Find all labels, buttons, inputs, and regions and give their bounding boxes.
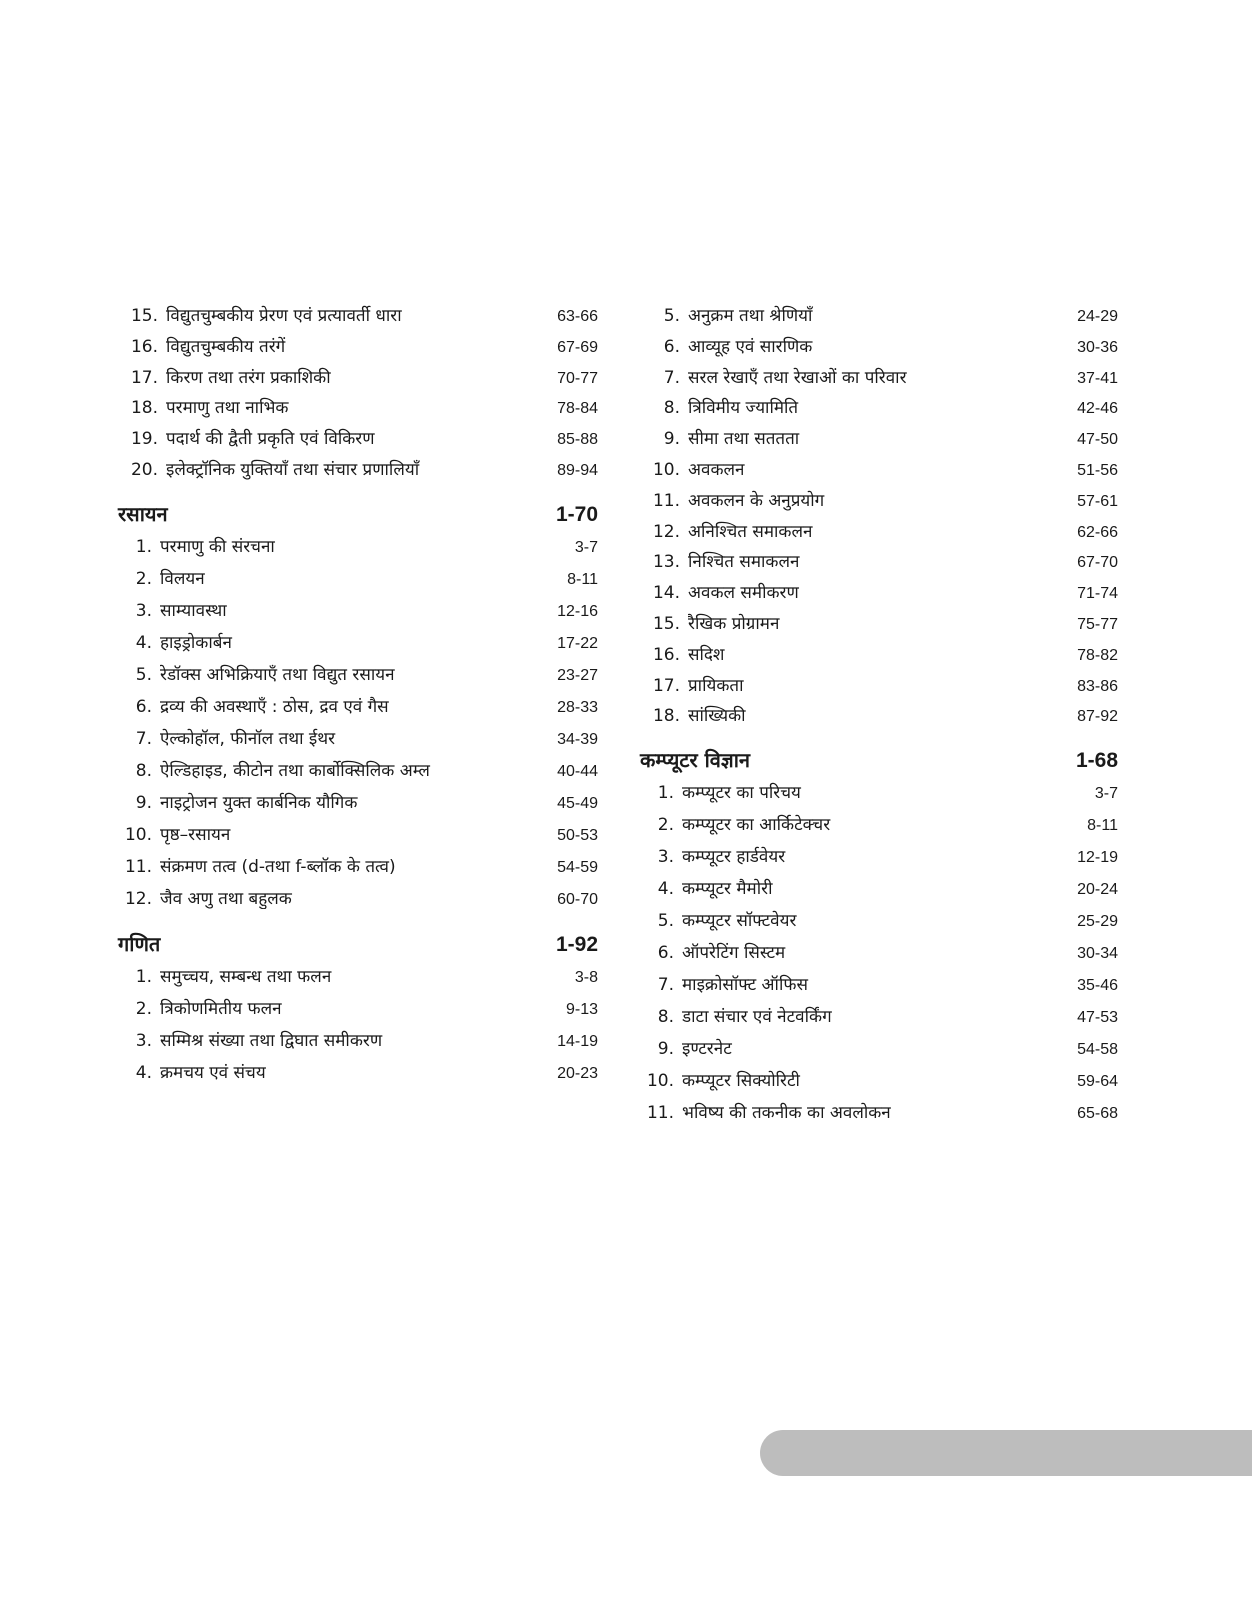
entry-number: 5. xyxy=(135,664,152,685)
entry-title: विद्युतचुम्बकीय तरंगें xyxy=(166,336,286,357)
entry-number: 5. xyxy=(663,306,680,326)
entry-page-range: 67-69 xyxy=(557,338,598,356)
entry-title: अनिश्चित समाकलन xyxy=(688,521,813,542)
entry-title: संक्रमण तत्व (d-तथा f-ब्लॉक के तत्व) xyxy=(160,856,396,877)
section-title: कम्प्यूटर विज्ञान xyxy=(640,748,750,773)
entry-page-range: 87-92 xyxy=(1077,708,1118,726)
entry-number: 6. xyxy=(135,696,152,717)
entry-title: अवकलन के अनुप्रयोग xyxy=(688,490,825,511)
toc-entry xyxy=(640,1004,1118,1036)
entry-page-range: 12-16 xyxy=(557,602,598,620)
entry-number: 9. xyxy=(657,1039,674,1060)
entry-page-range: 28-33 xyxy=(557,698,598,716)
toc-entry xyxy=(640,972,1118,1004)
entry-title: त्रिविमीय ज्यामिति xyxy=(688,398,799,419)
entry-title: कम्प्यूटर का परिचय xyxy=(682,783,801,804)
toc-entry xyxy=(118,822,598,854)
entry-page-range: 12-19 xyxy=(1077,849,1118,867)
toc-entry xyxy=(640,395,1118,426)
toc-entry xyxy=(118,726,598,758)
toc-right-column xyxy=(640,303,1118,1132)
toc-entry xyxy=(118,630,598,662)
toc-entry xyxy=(640,1068,1118,1100)
computer-science-list xyxy=(640,780,1118,1132)
entry-title: त्रिकोणमितीय फलन xyxy=(160,998,282,1019)
entry-title: सदिश xyxy=(688,644,725,665)
entry-page-range: 42-46 xyxy=(1077,400,1118,418)
toc-entry xyxy=(640,780,1118,812)
entry-page-range: 75-77 xyxy=(1077,615,1118,633)
section-heading-mathematics xyxy=(118,930,598,964)
entry-page-range: 47-50 xyxy=(1077,431,1118,449)
entry-title: कम्प्यूटर का आर्किटेक्चर xyxy=(682,815,831,836)
toc-entry xyxy=(118,426,598,457)
section-title: रसायन xyxy=(118,501,168,526)
entry-number: 4. xyxy=(657,879,674,900)
entry-page-range: 78-84 xyxy=(557,400,598,418)
entry-page-range: 62-66 xyxy=(1077,523,1118,541)
entry-page-range: 65-68 xyxy=(1077,1105,1118,1123)
toc-entry xyxy=(118,395,598,426)
toc-entry xyxy=(640,703,1118,734)
entry-title: हाइड्रोकार्बन xyxy=(160,632,232,653)
entry-title: प्रायिकता xyxy=(688,675,744,696)
entry-title: इलेक्ट्रॉनिक युक्तियाँ तथा संचार प्रणालियाँ xyxy=(166,459,420,480)
entry-page-range: 3-7 xyxy=(574,538,598,556)
toc-entry xyxy=(118,1060,598,1092)
entry-title: परमाणु तथा नाभिक xyxy=(166,398,289,419)
entry-title: ऑपरेटिंग सिस्टम xyxy=(682,943,786,964)
toc-entry xyxy=(118,854,598,886)
entry-title: आव्यूह एवं सारणिक xyxy=(688,336,813,357)
entry-page-range: 70-77 xyxy=(557,369,598,387)
entry-title: साम्यावस्था xyxy=(160,600,227,621)
toc-entry xyxy=(118,790,598,822)
entry-title: इण्टरनेट xyxy=(682,1039,732,1060)
entry-page-range: 9-13 xyxy=(565,1000,598,1018)
entry-number: 4. xyxy=(135,1062,152,1083)
entry-page-range: 14-19 xyxy=(557,1032,598,1050)
toc-entry xyxy=(118,886,598,918)
entry-page-range: 78-82 xyxy=(1077,646,1118,664)
entry-number: 11. xyxy=(652,490,680,511)
entry-page-range: 20-24 xyxy=(1077,881,1118,899)
entry-page-range: 51-56 xyxy=(1077,461,1118,479)
entry-number: 2. xyxy=(135,998,152,1019)
section-page-range: 1-70 xyxy=(555,502,598,526)
toc-entry xyxy=(640,876,1118,908)
entry-number: 7. xyxy=(663,367,680,388)
entry-title: कम्प्यूटर मैमोरी xyxy=(682,879,773,900)
section-title: गणित xyxy=(118,931,161,956)
entry-number: 10. xyxy=(646,1071,674,1092)
entry-title: विलयन xyxy=(160,568,205,589)
entry-number: 13. xyxy=(652,552,680,573)
entry-title: रेडॉक्स अभिक्रियाएँ तथा विद्युत रसायन xyxy=(160,664,395,685)
chemistry-list xyxy=(118,534,598,918)
entry-number: 5. xyxy=(657,911,674,932)
entry-title: पृष्ठ–रसायन xyxy=(160,824,231,845)
entry-number: 14. xyxy=(652,583,680,604)
toc-entry xyxy=(118,1028,598,1060)
entry-number: 3. xyxy=(135,600,152,621)
entry-page-range: 67-70 xyxy=(1077,554,1118,572)
entry-page-range: 89-94 xyxy=(557,461,598,479)
entry-number: 15. xyxy=(130,306,158,326)
entry-title: द्रव्य की अवस्थाएँ : ठोस, द्रव एवं गैस xyxy=(160,696,389,717)
entry-number: 6. xyxy=(657,943,674,964)
entry-title: विद्युतचुम्बकीय प्रेरण एवं प्रत्यावर्ती धारा xyxy=(166,306,402,326)
entry-title: ऐल्डिहाइड, कीटोन तथा कार्बोक्सिलिक अम्ल xyxy=(160,760,430,781)
entry-number: 3. xyxy=(657,847,674,868)
toc-entry xyxy=(118,365,598,396)
toc-entry xyxy=(118,566,598,598)
entry-page-range: 54-59 xyxy=(557,858,598,876)
toc-entry xyxy=(640,303,1118,334)
entry-page-range: 83-86 xyxy=(1077,677,1118,695)
entry-number: 11. xyxy=(646,1103,674,1124)
toc-entry xyxy=(118,964,598,996)
entry-title: डाटा संचार एवं नेटवर्किंग xyxy=(682,1007,832,1028)
toc-entry xyxy=(640,611,1118,642)
toc-entry xyxy=(640,642,1118,673)
toc-entry xyxy=(640,580,1118,611)
toc-entry xyxy=(640,426,1118,457)
entry-page-range: 17-22 xyxy=(557,634,598,652)
toc-entry xyxy=(118,662,598,694)
toc-entry xyxy=(640,334,1118,365)
entry-number: 15. xyxy=(652,613,680,634)
entry-title: परमाणु की संरचना xyxy=(160,536,275,557)
entry-number: 20. xyxy=(130,459,158,480)
toc-entry xyxy=(118,598,598,630)
toc-entry xyxy=(118,457,598,488)
entry-number: 17. xyxy=(652,675,680,696)
entry-title: जैव अणु तथा बहुलक xyxy=(160,888,292,909)
entry-number: 19. xyxy=(130,429,158,450)
entry-title: समुच्चय, सम्बन्ध तथा फलन xyxy=(160,966,332,987)
entry-title: कम्प्यूटर हार्डवेयर xyxy=(682,847,786,868)
toc-entry xyxy=(640,908,1118,940)
toc-entry xyxy=(118,694,598,726)
toc-entry xyxy=(640,940,1118,972)
entry-number: 3. xyxy=(135,1030,152,1051)
entry-title: अनुक्रम तथा श्रेणियाँ xyxy=(688,306,813,326)
entry-page-range: 54-58 xyxy=(1077,1041,1118,1059)
entry-number: 11. xyxy=(124,856,152,877)
physics-list xyxy=(118,303,598,488)
entry-page-range: 71-74 xyxy=(1077,585,1118,603)
page-edge-tab xyxy=(760,1430,1252,1476)
section-heading-computer-science xyxy=(640,746,1118,780)
toc-entry xyxy=(640,519,1118,550)
entry-title: ऐल्कोहॉल, फीनॉल तथा ईथर xyxy=(160,728,336,749)
toc-entry xyxy=(640,1100,1118,1132)
entry-page-range: 35-46 xyxy=(1077,977,1118,995)
entry-page-range: 20-23 xyxy=(557,1064,598,1082)
entry-number: 4. xyxy=(135,632,152,653)
entry-page-range: 30-36 xyxy=(1077,338,1118,356)
toc-entry xyxy=(118,303,598,334)
toc-entry xyxy=(640,844,1118,876)
entry-number: 1. xyxy=(657,783,674,804)
toc-entry xyxy=(640,488,1118,519)
entry-number: 1. xyxy=(135,536,152,557)
toc-entry xyxy=(640,457,1118,488)
entry-title: पदार्थ की द्वैती प्रकृति एवं विकिरण xyxy=(166,429,375,450)
entry-title: रैखिक प्रोग्रामन xyxy=(688,613,780,634)
entry-page-range: 37-41 xyxy=(1077,369,1118,387)
entry-number: 9. xyxy=(663,429,680,450)
entry-title: क्रमचय एवं संचय xyxy=(160,1062,266,1083)
entry-number: 9. xyxy=(135,792,152,813)
entry-number: 18. xyxy=(130,398,158,419)
entry-page-range: 8-11 xyxy=(1087,817,1118,835)
mathematics-list xyxy=(118,964,598,1092)
entry-page-range: 30-34 xyxy=(1077,945,1118,963)
entry-page-range: 23-27 xyxy=(557,666,598,684)
entry-number: 6. xyxy=(663,336,680,357)
section-heading-chemistry xyxy=(118,500,598,534)
entry-number: 2. xyxy=(135,568,152,589)
entry-title: माइक्रोसॉफ्ट ऑफिस xyxy=(682,975,808,996)
entry-title: सांख्यिकी xyxy=(688,706,746,727)
entry-page-range: 60-70 xyxy=(557,890,598,908)
toc-entry xyxy=(118,534,598,566)
entry-page-range: 85-88 xyxy=(557,431,598,449)
entry-number: 10. xyxy=(124,824,152,845)
entry-title: सीमा तथा सततता xyxy=(688,429,800,450)
toc-entry xyxy=(640,1036,1118,1068)
toc-entry xyxy=(118,758,598,790)
entry-page-range: 45-49 xyxy=(557,794,598,812)
entry-page-range: 24-29 xyxy=(1077,308,1118,325)
entry-page-range: 25-29 xyxy=(1077,913,1118,931)
entry-number: 2. xyxy=(657,815,674,836)
entry-number: 10. xyxy=(652,459,680,480)
entry-number: 16. xyxy=(652,644,680,665)
entry-page-range: 47-53 xyxy=(1077,1009,1118,1027)
entry-page-range: 59-64 xyxy=(1077,1073,1118,1091)
entry-number: 12. xyxy=(124,888,152,909)
toc-left-column xyxy=(118,303,598,1092)
entry-number: 8. xyxy=(135,760,152,781)
entry-title: नाइट्रोजन युक्त कार्बनिक यौगिक xyxy=(160,792,358,813)
entry-page-range: 40-44 xyxy=(557,762,598,780)
toc-entry xyxy=(640,673,1118,704)
entry-title: अवकल समीकरण xyxy=(688,583,799,604)
entry-page-range: 3-7 xyxy=(1094,785,1118,803)
entry-number: 18. xyxy=(652,706,680,727)
entry-title: सरल रेखाएँ तथा रेखाओं का परिवार xyxy=(688,367,907,388)
section-page-range: 1-68 xyxy=(1075,749,1118,773)
entry-title: अवकलन xyxy=(688,459,745,480)
entry-title: कम्प्यूटर सॉफ्टवेयर xyxy=(682,911,797,932)
entry-number: 8. xyxy=(663,398,680,419)
entry-page-range: 50-53 xyxy=(557,826,598,844)
section-page-range: 1-92 xyxy=(555,932,598,956)
entry-number: 7. xyxy=(657,975,674,996)
toc-entry xyxy=(118,334,598,365)
entry-page-range: 8-11 xyxy=(567,570,598,588)
entry-page-range: 57-61 xyxy=(1077,492,1118,510)
entry-number: 17. xyxy=(130,367,158,388)
toc-entry xyxy=(118,996,598,1028)
entry-page-range: 34-39 xyxy=(557,730,598,748)
entry-number: 12. xyxy=(652,521,680,542)
entry-number: 16. xyxy=(130,336,158,357)
toc-entry xyxy=(640,365,1118,396)
entry-title: किरण तथा तरंग प्रकाशिकी xyxy=(166,367,331,388)
mathematics-continued-list xyxy=(640,303,1118,734)
entry-number: 7. xyxy=(135,728,152,749)
entry-title: कम्प्यूटर सिक्योरिटी xyxy=(682,1071,800,1092)
entry-title: निश्चित समाकलन xyxy=(688,552,800,573)
toc-entry xyxy=(640,549,1118,580)
entry-number: 1. xyxy=(135,966,152,987)
entry-page-range: 63-66 xyxy=(557,308,598,325)
entry-title: सम्मिश्र संख्या तथा द्विघात समीकरण xyxy=(160,1030,383,1051)
entry-number: 8. xyxy=(657,1007,674,1028)
entry-title: भविष्य की तकनीक का अवलोकन xyxy=(682,1103,891,1124)
toc-entry xyxy=(640,812,1118,844)
entry-page-range: 3-8 xyxy=(574,968,598,986)
